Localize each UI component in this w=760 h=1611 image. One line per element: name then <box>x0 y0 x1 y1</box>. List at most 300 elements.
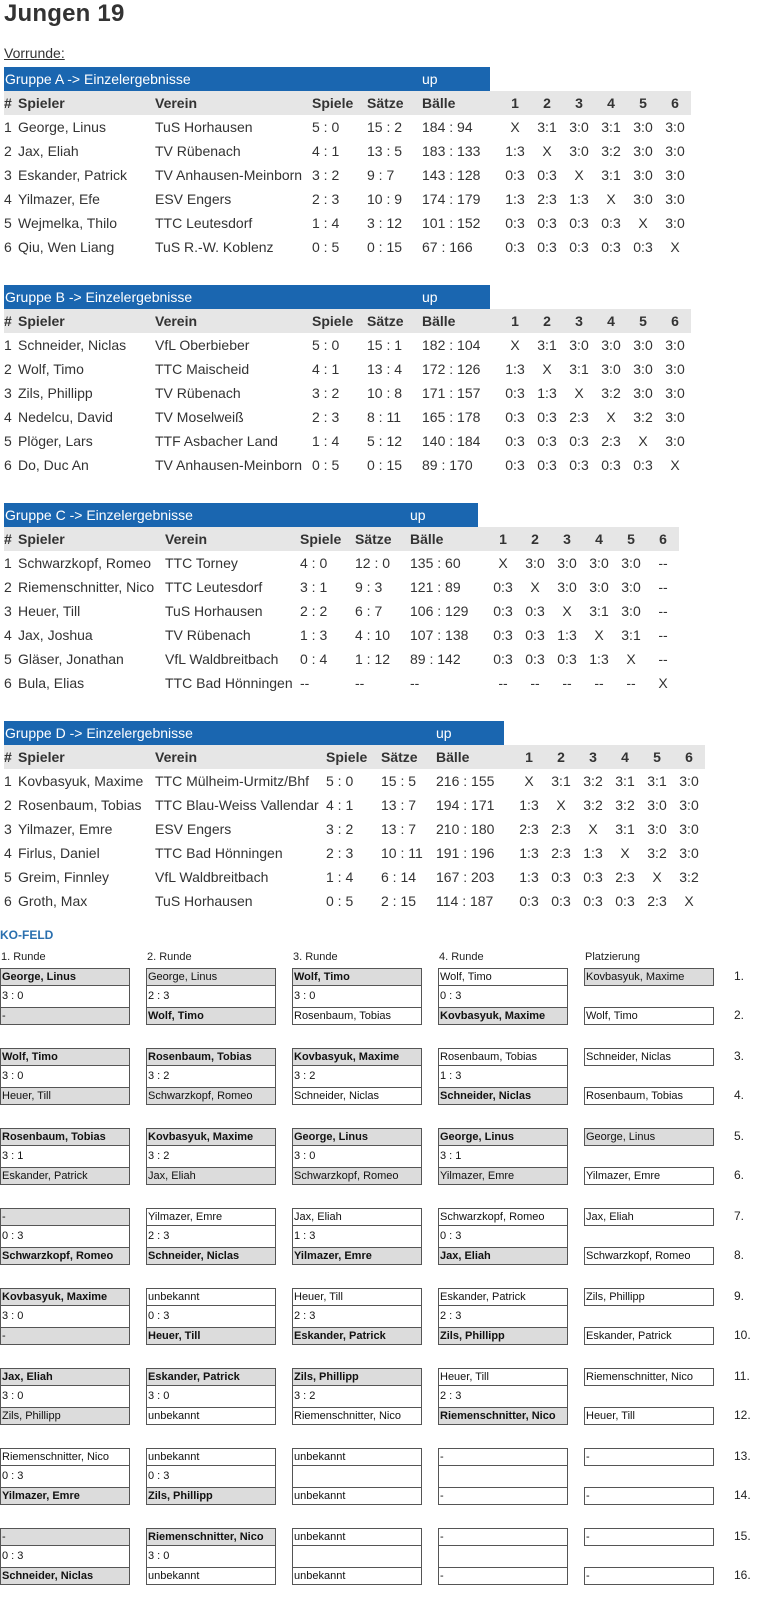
table-cell: 0:3 <box>601 457 621 473</box>
bracket-score: 3 : 0 <box>0 1066 130 1087</box>
column-header: 6 <box>673 745 705 769</box>
table-cell: 0:3 <box>569 433 589 449</box>
bracket-player-slot: unbekannt <box>292 1487 422 1505</box>
bracket-player-slot: Schwarzkopf, Romeo <box>584 1247 714 1265</box>
table-cell: 0:3 <box>525 603 545 619</box>
table-cell: 0:3 <box>505 239 525 255</box>
table-cell: 184 : 94 <box>422 119 473 135</box>
table-row <box>4 187 691 211</box>
bracket-player-slot: Schneider, Niclas <box>0 1567 130 1585</box>
table-cell: 0:3 <box>505 385 525 401</box>
table-cell: X <box>652 869 662 885</box>
column-header: Bälle <box>422 309 499 333</box>
table-cell: 1:3 <box>589 651 609 667</box>
table-cell: 0:3 <box>551 893 571 909</box>
group-banner <box>4 721 504 745</box>
club-name: TTC Mülheim-Urmitz/Bhf <box>155 773 310 789</box>
column-header: Sätze <box>381 745 436 769</box>
table-cell: 0:3 <box>493 627 513 643</box>
table-cell: 3 : 2 <box>312 167 340 183</box>
table-cell: 1:3 <box>557 627 577 643</box>
table-cell: 6 <box>4 457 12 473</box>
group-d <box>4 721 705 913</box>
bracket-player-slot: Schwarzkopf, Romeo <box>0 1247 130 1265</box>
table-cell: 171 : 157 <box>422 385 481 401</box>
bracket-score: 3 : 2 <box>292 1066 422 1087</box>
table-cell: 0:3 <box>583 869 603 885</box>
table-header-row <box>4 745 705 769</box>
bracket-player-slot: unbekannt <box>146 1567 276 1585</box>
column-header: 1 <box>513 745 545 769</box>
placement-number: 12. <box>734 1408 751 1422</box>
table-cell: 3:0 <box>569 337 589 353</box>
table-cell: 0:3 <box>583 893 603 909</box>
bracket-player-slot: George, Linus <box>438 1128 568 1146</box>
table-cell: 3:0 <box>601 361 621 377</box>
table-cell: 174 : 179 <box>422 191 481 207</box>
club-name: VfL Waldbreitbach <box>155 869 269 885</box>
table-cell: 3:0 <box>665 215 685 231</box>
bracket-player-slot: Riemenschnitter, Nico <box>0 1448 130 1466</box>
table-cell: X <box>556 797 566 813</box>
table-cell: 13 : 4 <box>367 361 403 377</box>
column-header: Verein <box>155 91 312 115</box>
placement-number: 2. <box>734 1008 745 1022</box>
table-row <box>4 889 705 913</box>
table-cell: 3:0 <box>569 143 589 159</box>
table-cell: 12 : 0 <box>355 555 391 571</box>
column-header: Spiele <box>312 91 367 115</box>
column-header: 4 <box>595 309 627 333</box>
club-name: TTC Maischeid <box>155 361 250 377</box>
table-cell: 15 : 5 <box>381 773 417 789</box>
bracket-player-slot: Schneider, Niclas <box>584 1048 714 1066</box>
column-header: 6 <box>659 309 691 333</box>
bracket-player-slot: Jax, Eliah <box>438 1247 568 1265</box>
table-cell: 4 <box>4 191 12 207</box>
table-cell: 3:2 <box>601 385 621 401</box>
club-name: ESV Engers <box>155 191 232 207</box>
bracket-player-slot: Jax, Eliah <box>584 1208 714 1226</box>
table-row <box>4 115 691 139</box>
table-cell: 5 : 12 <box>367 433 403 449</box>
table-cell: 3:0 <box>665 143 685 159</box>
table-cell: 121 : 89 <box>410 579 461 595</box>
column-header: Sätze <box>367 91 422 115</box>
table-cell: 3:1 <box>621 627 641 643</box>
player-name: Jax, Eliah <box>18 143 79 159</box>
table-cell: 3:1 <box>647 773 667 789</box>
table-cell: 5 <box>4 651 12 667</box>
table-cell: 2 <box>4 797 12 813</box>
table-cell: 2:3 <box>519 821 539 837</box>
table-cell: 0 : 4 <box>300 651 328 667</box>
club-name: TuS Horhausen <box>155 893 253 909</box>
bracket-score: 0 : 3 <box>146 1306 276 1327</box>
table-cell: 13 : 7 <box>381 797 417 813</box>
player-name: Riemenschnitter, Nico <box>18 579 155 595</box>
placement-number: 6. <box>734 1168 745 1182</box>
club-name: TV Anhausen-Meinborn <box>155 457 303 473</box>
table-cell: 3:0 <box>665 337 685 353</box>
table-cell: 182 : 104 <box>422 337 481 353</box>
table-cell: X <box>638 433 648 449</box>
table-row <box>4 817 705 841</box>
table-cell: 183 : 133 <box>422 143 481 159</box>
table-row <box>4 139 691 163</box>
table-cell: 0 : 5 <box>326 893 354 909</box>
vorrunde-label: Vorrunde: <box>4 45 65 61</box>
table-cell: 1:3 <box>537 385 557 401</box>
table-cell: 3:0 <box>679 845 699 861</box>
table-cell: 2:3 <box>615 869 635 885</box>
table-cell: 3:2 <box>679 869 699 885</box>
table-row <box>4 623 679 647</box>
bracket-player-slot: Schwarzkopf, Romeo <box>146 1087 276 1105</box>
column-header: 1 <box>499 91 531 115</box>
up-link[interactable]: up <box>422 71 438 87</box>
column-header: 3 <box>563 91 595 115</box>
player-name: Groth, Max <box>18 893 88 909</box>
table-cell: 3:0 <box>569 119 589 135</box>
table-cell: 5 : 0 <box>326 773 354 789</box>
group-results-table <box>4 527 679 695</box>
bracket-player-slot: Schneider, Niclas <box>292 1087 422 1105</box>
table-cell: X <box>594 627 604 643</box>
club-name: TV Rübenach <box>165 627 251 643</box>
bracket-player-slot: Schwarzkopf, Romeo <box>438 1208 568 1226</box>
bracket-player-slot: Eskander, Patrick <box>0 1167 130 1185</box>
table-cell: 3:2 <box>583 797 603 813</box>
bracket-player-slot: Heuer, Till <box>438 1368 568 1386</box>
placement-number: 1. <box>734 969 745 983</box>
bracket-score: 1 : 3 <box>438 1066 568 1087</box>
table-cell: 10 : 8 <box>367 385 403 401</box>
table-cell: 0:3 <box>569 457 589 473</box>
table-cell: 3:1 <box>589 603 609 619</box>
table-cell: 0:3 <box>493 603 513 619</box>
table-cell: X <box>658 675 668 691</box>
table-cell: 0:3 <box>505 167 525 183</box>
bracket-player-slot: Riemenschnitter, Nico <box>146 1528 276 1546</box>
table-row <box>4 381 691 405</box>
table-cell: 0:3 <box>505 433 525 449</box>
table-cell: X <box>638 215 648 231</box>
table-cell: 0:3 <box>537 433 557 449</box>
placement-number: 5. <box>734 1129 745 1143</box>
column-header: Bälle <box>422 91 499 115</box>
table-cell: 4 <box>4 409 12 425</box>
up-link[interactable]: up <box>422 289 438 305</box>
bracket-score: 3 : 0 <box>292 1146 422 1167</box>
table-cell: X <box>510 119 520 135</box>
table-cell: X <box>574 167 584 183</box>
column-header: 2 <box>531 309 563 333</box>
table-cell: 3:0 <box>633 167 653 183</box>
table-cell: 10 : 9 <box>367 191 403 207</box>
round-header: 3. Runde <box>293 951 338 963</box>
bracket-player-slot: Wolf, Timo <box>0 1048 130 1066</box>
table-cell: 3 <box>4 603 12 619</box>
table-cell: 0:3 <box>537 457 557 473</box>
table-cell: -- <box>355 675 365 691</box>
table-cell: 2 : 3 <box>312 409 340 425</box>
bracket-player-slot: Jax, Eliah <box>146 1167 276 1185</box>
player-name: George, Linus <box>18 119 106 135</box>
column-header: 5 <box>627 309 659 333</box>
table-cell: 0:3 <box>493 579 513 595</box>
bracket-player-slot: Heuer, Till <box>146 1327 276 1345</box>
column-header: 5 <box>627 91 659 115</box>
club-name: TTC Leutesdorf <box>155 215 253 231</box>
table-cell: X <box>498 555 508 571</box>
table-cell: 5 : 0 <box>312 337 340 353</box>
table-cell: 0:3 <box>493 651 513 667</box>
bracket-player-slot: Eskander, Patrick <box>438 1288 568 1306</box>
bracket-score: 3 : 0 <box>146 1546 276 1567</box>
club-name: VfL Waldbreitbach <box>165 651 279 667</box>
player-name: Eskander, Patrick <box>18 167 127 183</box>
table-cell: X <box>524 773 534 789</box>
table-cell: 3:0 <box>665 361 685 377</box>
bracket-player-slot: Schwarzkopf, Romeo <box>292 1167 422 1185</box>
table-cell: 3:0 <box>621 603 641 619</box>
table-cell: 3:0 <box>633 385 653 401</box>
column-header: Spieler <box>18 527 165 551</box>
round-header: 1. Runde <box>1 951 46 963</box>
table-cell: 0:3 <box>615 893 635 909</box>
table-cell: 5 <box>4 215 12 231</box>
table-cell: 0:3 <box>569 215 589 231</box>
bracket-player-slot: Rosenbaum, Tobias <box>584 1087 714 1105</box>
group-results-table <box>4 745 705 913</box>
bracket-score: 3 : 0 <box>0 986 130 1007</box>
table-cell: 1:3 <box>519 797 539 813</box>
bracket-player-slot: Wolf, Timo <box>146 1007 276 1025</box>
table-cell: 1:3 <box>519 845 539 861</box>
group-title-link[interactable]: Gruppe C -> Einzelergebnisse <box>5 507 193 523</box>
table-cell: 0:3 <box>525 627 545 643</box>
table-cell: 106 : 129 <box>410 603 469 619</box>
bracket-score: 3 : 0 <box>0 1386 130 1407</box>
bracket-player-slot: Rosenbaum, Tobias <box>0 1128 130 1146</box>
bracket-score: 1 : 3 <box>292 1226 422 1247</box>
table-cell: 3:0 <box>589 579 609 595</box>
column-header: 1 <box>499 309 531 333</box>
table-cell: 2:3 <box>551 821 571 837</box>
table-cell: 15 : 2 <box>367 119 403 135</box>
table-cell: 3 <box>4 821 12 837</box>
table-cell: 5 : 0 <box>312 119 340 135</box>
table-cell: 0 : 5 <box>312 457 340 473</box>
table-cell: 2 : 2 <box>300 603 328 619</box>
table-cell: 2 <box>4 361 12 377</box>
bracket-player-slot: Wolf, Timo <box>438 968 568 986</box>
table-cell: 1:3 <box>505 191 525 207</box>
table-cell: 2:3 <box>569 409 589 425</box>
bracket-player-slot: - <box>584 1567 714 1585</box>
table-cell: 3:0 <box>679 797 699 813</box>
table-row <box>4 575 679 599</box>
table-cell: 0:3 <box>537 409 557 425</box>
column-header: 2 <box>545 745 577 769</box>
table-cell: 3:2 <box>601 143 621 159</box>
player-name: Plöger, Lars <box>18 433 93 449</box>
bracket-player-slot: unbekannt <box>292 1567 422 1585</box>
table-cell: 0 : 15 <box>367 239 403 255</box>
table-cell: 135 : 60 <box>410 555 461 571</box>
table-cell: 0:3 <box>537 239 557 255</box>
table-cell: 3:1 <box>615 821 635 837</box>
page-title: Jungen 19 <box>4 0 125 27</box>
club-name: TTC Bad Hönningen <box>165 675 293 691</box>
table-row <box>4 671 679 695</box>
table-cell: 0:3 <box>505 409 525 425</box>
bracket-player-slot: Riemenschnitter, Nico <box>584 1368 714 1386</box>
group-title-link[interactable]: Gruppe A -> Einzelergebnisse <box>5 71 191 87</box>
table-cell: X <box>542 361 552 377</box>
table-cell: 3:1 <box>601 119 621 135</box>
bracket-score: 2 : 3 <box>438 1306 568 1327</box>
table-cell: 1:3 <box>505 361 525 377</box>
bracket-player-slot: Kovbasyuk, Maxime <box>0 1288 130 1306</box>
bracket-player-slot: Heuer, Till <box>584 1407 714 1425</box>
bracket-player-slot: Yilmazer, Emre <box>0 1487 130 1505</box>
table-cell: 3 : 2 <box>326 821 354 837</box>
group-title-link[interactable]: Gruppe B -> Einzelergebnisse <box>5 289 193 305</box>
table-cell: 3 : 12 <box>367 215 403 231</box>
table-cell: 3:0 <box>665 433 685 449</box>
table-cell: 9 : 3 <box>355 579 383 595</box>
bracket-player-slot: Yilmazer, Emre <box>438 1167 568 1185</box>
table-cell: 3:2 <box>633 409 653 425</box>
table-cell: 191 : 196 <box>436 845 495 861</box>
bracket-player-slot: Kovbasyuk, Maxime <box>146 1128 276 1146</box>
table-row <box>4 211 691 235</box>
placement-number: 7. <box>734 1209 745 1223</box>
table-cell: -- <box>658 651 668 667</box>
table-cell: 3:0 <box>557 555 577 571</box>
bracket-player-slot: Wolf, Timo <box>584 1007 714 1025</box>
column-header: Verein <box>165 527 300 551</box>
column-header: Spiele <box>326 745 381 769</box>
table-cell: 0 : 15 <box>367 457 403 473</box>
player-name: Nedelcu, David <box>18 409 113 425</box>
table-cell: 2 <box>4 579 12 595</box>
group-title-link[interactable]: Gruppe D -> Einzelergebnisse <box>5 725 193 741</box>
table-row <box>4 429 691 453</box>
table-cell: 3:0 <box>525 555 545 571</box>
club-name: TV Moselweiß <box>155 409 244 425</box>
table-cell: 9 : 7 <box>367 167 395 183</box>
group-banner <box>4 285 490 309</box>
table-cell: X <box>542 143 552 159</box>
table-cell: 3:0 <box>557 579 577 595</box>
club-name: TTC Blau-Weiss Vallendar <box>155 797 319 813</box>
player-name: Greim, Finnley <box>18 869 110 885</box>
round-header: 2. Runde <box>147 951 192 963</box>
player-name: Heuer, Till <box>18 603 81 619</box>
column-header: 6 <box>647 527 679 551</box>
table-cell: 0:3 <box>569 239 589 255</box>
table-cell: 3 <box>4 385 12 401</box>
bracket-score: 0 : 3 <box>0 1226 130 1247</box>
group-banner <box>4 67 490 91</box>
table-cell: 3:0 <box>665 191 685 207</box>
table-cell: -- <box>658 579 668 595</box>
table-cell: 172 : 126 <box>422 361 481 377</box>
table-cell: 2:3 <box>537 191 557 207</box>
placement-number: 15. <box>734 1529 751 1543</box>
bracket-player-slot: unbekannt <box>292 1528 422 1546</box>
table-cell: 0 : 5 <box>312 239 340 255</box>
bracket-player-slot: Kovbasyuk, Maxime <box>292 1048 422 1066</box>
bracket-player-slot: unbekannt <box>146 1448 276 1466</box>
bracket-player-slot: Zils, Phillipp <box>292 1368 422 1386</box>
bracket-player-slot: Yilmazer, Emre <box>292 1247 422 1265</box>
bracket-player-slot: unbekannt <box>146 1288 276 1306</box>
table-cell: 0:3 <box>601 215 621 231</box>
column-header: # <box>4 309 18 333</box>
table-cell: 0:3 <box>557 651 577 667</box>
table-cell: 6 : 7 <box>355 603 383 619</box>
table-cell: 0:3 <box>537 167 557 183</box>
column-header: 3 <box>563 309 595 333</box>
column-header: 1 <box>487 527 519 551</box>
table-cell: 1 <box>4 773 12 789</box>
bracket-player-slot: George, Linus <box>292 1128 422 1146</box>
table-cell: 1 : 4 <box>326 869 354 885</box>
table-cell: 3:0 <box>633 337 653 353</box>
column-header: 4 <box>609 745 641 769</box>
table-cell: 3:1 <box>615 773 635 789</box>
table-cell: 2:3 <box>647 893 667 909</box>
column-header: Spiele <box>312 309 367 333</box>
table-cell: 3:1 <box>537 337 557 353</box>
placement-number: 3. <box>734 1049 745 1063</box>
table-cell: 3 : 2 <box>312 385 340 401</box>
table-cell: 2:3 <box>601 433 621 449</box>
bracket-player-slot: Jax, Eliah <box>292 1208 422 1226</box>
table-cell: -- <box>410 675 420 691</box>
table-cell: X <box>684 893 694 909</box>
up-link[interactable]: up <box>410 507 426 523</box>
placement-number: 13. <box>734 1449 751 1463</box>
bracket-player-slot: - <box>584 1528 714 1546</box>
table-cell: 143 : 128 <box>422 167 481 183</box>
bracket-player-slot: Eskander, Patrick <box>584 1327 714 1345</box>
column-header: 3 <box>551 527 583 551</box>
bracket-score: 3 : 2 <box>146 1066 276 1087</box>
column-header: 5 <box>641 745 673 769</box>
table-cell: X <box>606 191 616 207</box>
bracket-score: 0 : 3 <box>438 986 568 1007</box>
bracket-score <box>438 1466 568 1487</box>
bracket-player-slot: George, Linus <box>584 1128 714 1146</box>
table-cell: 3:0 <box>601 337 621 353</box>
column-header: 3 <box>577 745 609 769</box>
table-cell: 5 <box>4 433 12 449</box>
table-header-row <box>4 91 691 115</box>
bracket-player-slot: Wolf, Timo <box>292 968 422 986</box>
player-name: Yilmazer, Emre <box>18 821 113 837</box>
column-header: # <box>4 527 18 551</box>
up-link[interactable]: up <box>436 725 452 741</box>
table-cell: 165 : 178 <box>422 409 481 425</box>
player-name: Wolf, Timo <box>18 361 84 377</box>
bracket-player-slot: Rosenbaum, Tobias <box>146 1048 276 1066</box>
table-row <box>4 357 691 381</box>
